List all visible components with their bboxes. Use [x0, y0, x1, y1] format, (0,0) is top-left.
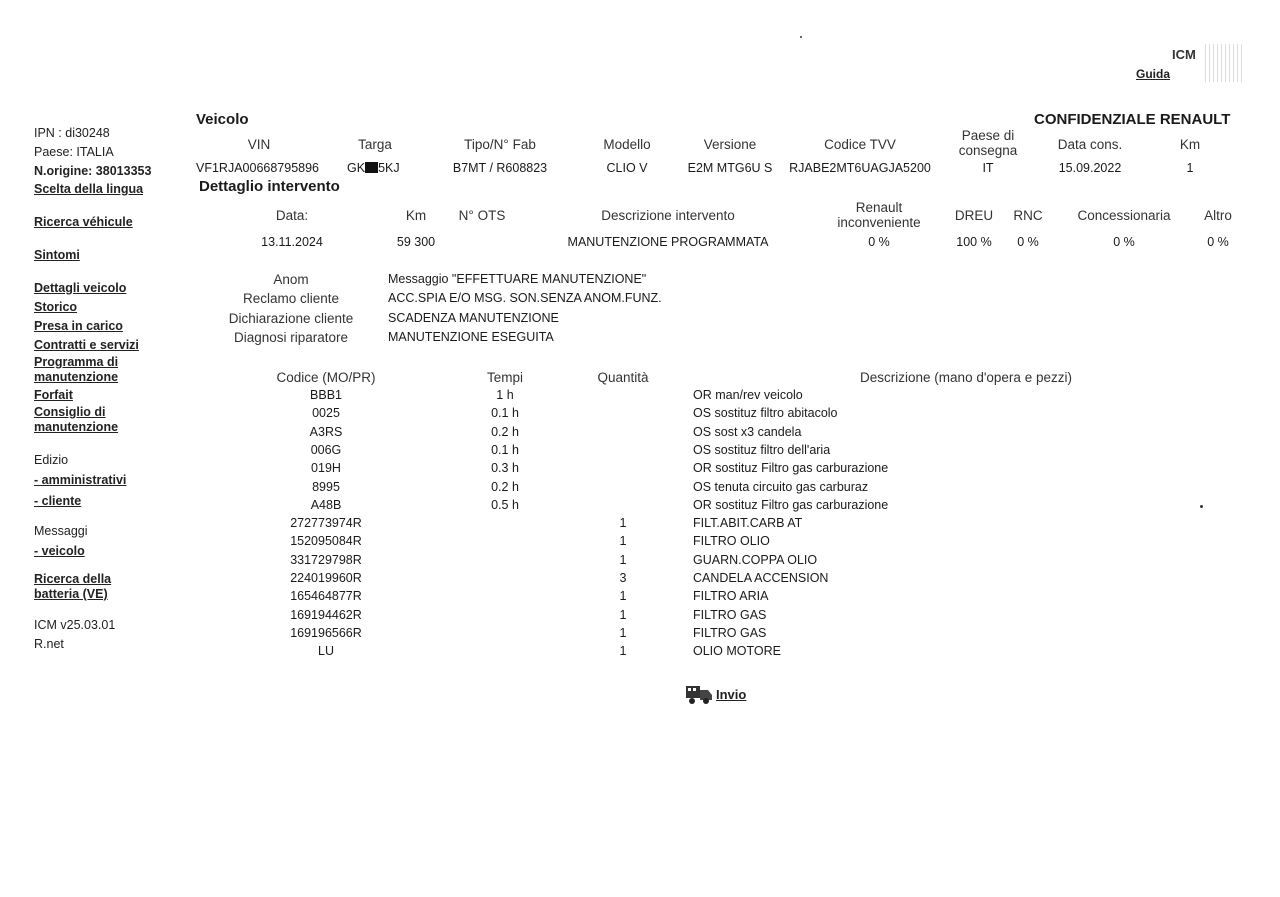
header-ots: N° OTS: [458, 208, 506, 223]
ipn-text: IPN : di30248: [34, 126, 110, 140]
targa-value: [347, 161, 400, 175]
part-description: OS sostituz filtro dell'aria: [693, 442, 831, 457]
targa-prefix: GK: [347, 161, 366, 175]
altro-value: 0 %: [1207, 235, 1229, 249]
part-quantity: 1: [619, 552, 627, 567]
info-value-diagnosi: MANUTENZIONE ESEGUITA: [388, 330, 554, 344]
scan-dot: [800, 36, 802, 38]
header-concessionaria: Concessionaria: [1077, 208, 1171, 223]
sidebar-link-dettagli-veicolo[interactable]: Dettagli veicolo: [34, 281, 127, 295]
sidebar-link-consiglio[interactable]: Consiglio di manutenzione: [34, 405, 119, 434]
part-code: A48B: [310, 497, 342, 512]
part-code: 224019960R: [290, 571, 362, 585]
part-code: 019H: [311, 461, 341, 476]
rnet-text: R.net: [34, 637, 64, 651]
part-description: FILTRO ARIA: [693, 589, 769, 604]
part-code: A3RS: [309, 424, 343, 439]
part-description: OR man/rev veicolo: [693, 388, 803, 402]
intervento-title: Dettaglio intervento: [199, 178, 340, 195]
sidebar-link-contratti[interactable]: Contratti e servizi: [34, 338, 139, 352]
part-tempi: 0.1 h: [491, 442, 519, 457]
header-codice-tvv: Codice TVV: [824, 137, 896, 152]
paese-text: Paese: ITALIA: [34, 145, 114, 159]
part-tempi: 0.5 h: [491, 497, 519, 512]
part-description: OS sostituz filtro abitacolo: [693, 406, 838, 421]
header-altro: Altro: [1204, 208, 1232, 223]
header-versione: Versione: [703, 137, 757, 152]
versione-value: E2M MTG6U S: [687, 161, 773, 175]
part-tempi: 0.1 h: [491, 406, 519, 421]
header-tempi: Tempi: [486, 370, 523, 385]
part-description: FILTRO GAS: [693, 607, 767, 622]
info-label-diagnosi: Diagnosi riparatore: [233, 330, 349, 345]
info-value-reclamo: ACC.SPIA E/O MSG. SON.SENZA ANOM.FUNZ.: [388, 291, 662, 305]
table-row: [200, 608, 1200, 626]
part-description: CANDELA ACCENSION: [693, 571, 829, 585]
part-description: FILTRO GAS: [693, 625, 767, 640]
info-label-reclamo: Reclamo cliente: [242, 291, 340, 306]
descrizione-value: MANUTENZIONE PROGRAMMATA: [567, 235, 769, 249]
table-row: [200, 461, 1200, 479]
concessionaria-value: 0 %: [1113, 235, 1135, 249]
part-description: OS tenuta circuito gas carburaz: [693, 479, 869, 494]
part-description: FILTRO OLIO: [693, 534, 770, 549]
dreu-value: 100 %: [956, 235, 992, 249]
targa-suffix: 5KJ: [378, 161, 400, 175]
part-code: 169194462R: [290, 607, 362, 622]
table-row: [200, 534, 1200, 552]
invio-link[interactable]: Invio: [716, 686, 747, 702]
header-km: Km: [1179, 137, 1201, 152]
table-row: [200, 644, 1200, 662]
header-data-cons: Data cons.: [1057, 137, 1123, 152]
header-descrizione-pezzi: Descrizione (mano d'opera e pezzi): [860, 370, 1072, 385]
header-quantita: Quantità: [597, 370, 649, 385]
header-int-km: Km: [405, 208, 427, 223]
table-row: [200, 571, 1200, 589]
norigine-text: N.origine: 38013353: [34, 164, 152, 178]
info-label-anom: Anom: [273, 272, 309, 287]
sidebar-link-presa-in-carico[interactable]: Presa in carico: [34, 319, 123, 333]
sidebar-link-lingua[interactable]: Scelta della lingua: [34, 182, 144, 196]
sidebar-link-cliente[interactable]: - cliente: [34, 494, 82, 508]
part-description: GUARN.COPPA OLIO: [693, 552, 818, 567]
header-paese-consegna: Paese di consegna: [958, 128, 1018, 158]
confidential-label: CONFIDENZIALE RENAULT: [1034, 111, 1231, 128]
renault-value: 0 %: [868, 235, 890, 249]
scan-dot: [1200, 505, 1203, 508]
header-descrizione: Descrizione intervento: [601, 208, 735, 223]
redaction-box: [365, 162, 378, 173]
header-tipo: Tipo/N° Fab: [464, 137, 536, 152]
modello-value: CLIO V: [606, 161, 648, 175]
sidebar-link-forfait[interactable]: Forfait: [34, 388, 73, 402]
sidebar-link-ricerca-veicolo[interactable]: Ricerca véhicule: [34, 215, 133, 229]
data-value: 13.11.2024: [261, 235, 323, 249]
part-quantity: 1: [619, 589, 627, 604]
header-modello: Modello: [603, 137, 651, 152]
header-data: Data:: [275, 208, 309, 223]
part-code: BBB1: [310, 388, 342, 402]
info-label-dichiarazione: Dichiarazione cliente: [228, 311, 354, 326]
part-tempi: 1 h: [496, 388, 514, 402]
header-rnc: RNC: [1013, 208, 1043, 223]
data-cons-value: 15.09.2022: [1058, 161, 1122, 175]
part-quantity: 3: [619, 571, 627, 585]
sidebar-link-sintomi[interactable]: Sintomi: [34, 248, 80, 262]
sidebar-link-veicolo[interactable]: - veicolo: [34, 544, 85, 558]
edizio-label: Edizio: [34, 453, 69, 467]
table-row: [200, 388, 1200, 406]
header-targa: Targa: [358, 137, 392, 152]
part-description: OR sostituz Filtro gas carburazione: [693, 497, 889, 512]
table-row: [200, 498, 1200, 516]
part-code: 006G: [310, 442, 342, 457]
part-description: OLIO MOTORE: [693, 644, 781, 659]
part-tempi: 0.3 h: [491, 461, 519, 476]
version-text: ICM v25.03.01: [34, 618, 116, 632]
sidebar-link-amministrativi[interactable]: - amministrativi: [34, 473, 127, 487]
table-row: [200, 443, 1200, 461]
part-description: OS sost x3 candela: [693, 424, 802, 439]
vin-value: VF1RJA00668795896: [196, 161, 320, 175]
table-row: [200, 516, 1200, 534]
sidebar: [34, 124, 184, 654]
veicolo-title: Veicolo: [196, 111, 249, 128]
header-renault-inconveniente: Renault inconveniente: [837, 200, 921, 230]
header-codice: Codice (MO/PR): [276, 370, 376, 385]
part-tempi: 0.2 h: [491, 479, 519, 494]
part-quantity: 1: [619, 516, 627, 531]
part-code: LU: [318, 644, 334, 659]
truck-icon: [684, 682, 714, 706]
table-row: [200, 480, 1200, 498]
info-value-anom: Messaggio "EFFETTUARE MANUTENZIONE": [388, 272, 647, 286]
guida-link[interactable]: Guida: [1136, 67, 1171, 81]
part-code: 152095084R: [290, 534, 362, 549]
km-value: 1: [1186, 161, 1194, 175]
part-quantity: 1: [619, 534, 627, 549]
table-row: [200, 589, 1200, 607]
codice-tvv-value: RJABE2MT6UAGJA5200: [789, 161, 931, 175]
tipo-value: B7MT / R608823: [452, 161, 548, 175]
part-description: FILT.ABIT.CARB AT: [693, 516, 803, 531]
part-code: 272773974R: [290, 516, 362, 531]
paese-value: IT: [982, 161, 994, 175]
part-code: 8995: [312, 479, 340, 494]
table-row: [200, 406, 1200, 424]
scan-noise: [1205, 44, 1245, 82]
int-km-value: 59 300: [396, 235, 436, 249]
part-description: OR sostituz Filtro gas carburazione: [693, 461, 889, 476]
info-value-dichiarazione: SCADENZA MANUTENZIONE: [388, 311, 559, 325]
rnc-value: 0 %: [1017, 235, 1039, 249]
part-quantity: 1: [619, 607, 627, 622]
header-vin: VIN: [247, 137, 271, 152]
sidebar-link-storico[interactable]: Storico: [34, 300, 78, 314]
sidebar-link-programma[interactable]: Programma di manutenzione: [34, 355, 119, 384]
part-code: 331729798R: [290, 552, 362, 567]
table-row: [200, 626, 1200, 644]
table-row: [200, 553, 1200, 571]
part-code: 0025: [312, 406, 340, 421]
part-quantity: 1: [619, 644, 627, 659]
part-quantity: 1: [619, 625, 627, 640]
invio-button[interactable]: [684, 682, 746, 706]
part-tempi: 0.2 h: [491, 424, 519, 439]
sidebar-link-batteria[interactable]: Ricerca della batteria (VE): [34, 572, 112, 601]
header-dreu: DREU: [954, 208, 994, 223]
part-code: 165464877R: [290, 589, 362, 604]
table-row: [200, 425, 1200, 443]
messaggi-label: Messaggi: [34, 524, 88, 538]
icm-logo: ICM: [1172, 47, 1196, 62]
part-code: 169196566R: [290, 625, 362, 640]
